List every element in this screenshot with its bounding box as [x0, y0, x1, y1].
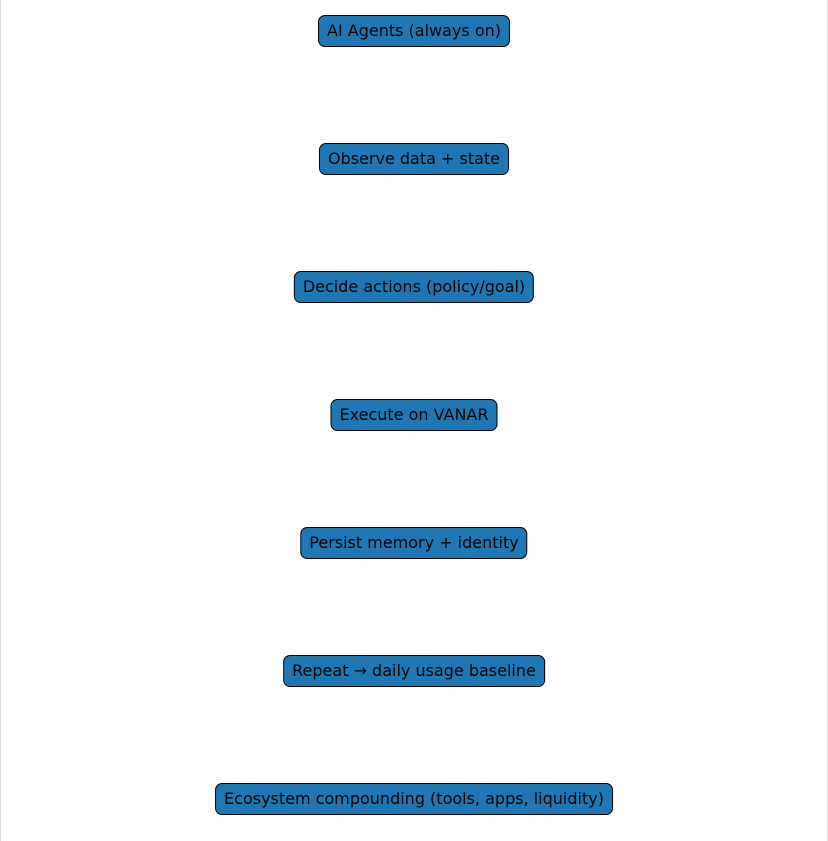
- node-decide: Decide actions (policy/goal): [294, 271, 534, 303]
- node-ai-agents: AI Agents (always on): [318, 15, 510, 47]
- node-ecosystem: Ecosystem compounding (tools, apps, liquidity): [215, 783, 613, 815]
- node-persist: Persist memory + identity: [300, 527, 527, 559]
- node-execute: Execute on VANAR: [331, 399, 498, 431]
- node-observe: Observe data + state: [319, 143, 509, 175]
- node-repeat: Repeat → daily usage baseline: [283, 655, 545, 687]
